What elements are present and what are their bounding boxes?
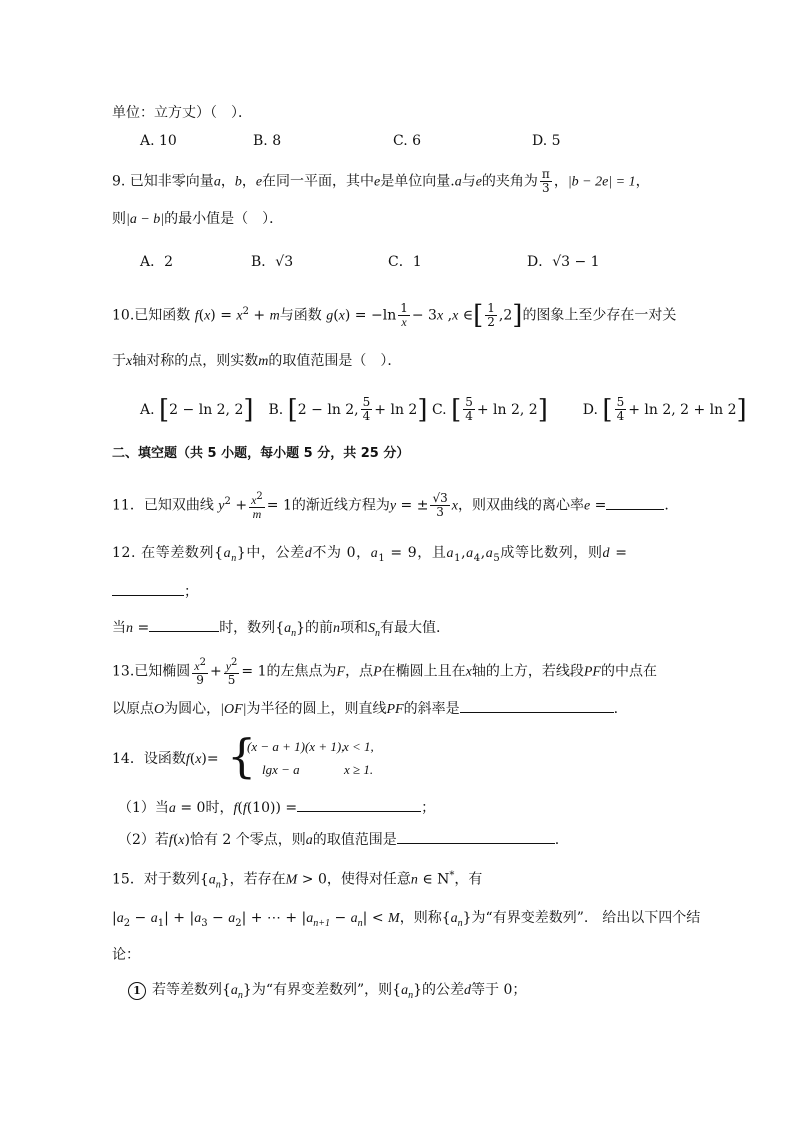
- q13-line1: 13.已知椭圆 $\frac{x^2}{9}$ + $\frac{y^2}{5}$ = 1的左焦点为F，点P在椭圆上且在x轴的上方，若线段PF的中点在: [112, 657, 657, 687]
- q12-answer-blank-d[interactable]: [112, 581, 184, 596]
- q12-line3: 当n = 时，数列$\{a_n\}$的前n项和$S_n$有最大值.: [112, 617, 440, 644]
- q9-angle-fraction: $\frac{\pi}{3}$: [541, 167, 550, 195]
- q10-option-b: B. [2 − ln 2, $\frac{5}{4}$ + ln 2]: [268, 394, 428, 425]
- q13-line2: 以原点O为圆心，|OF|为半径的圆上，则直线PF的斜率是 .: [112, 698, 618, 720]
- q15-line1: 15．对于数列$\{a_n\}$，若存在M > 0，使得对任意n ∈ N*，有: [112, 870, 483, 891]
- q8-option-a: A. 10: [140, 133, 177, 149]
- q8-tail: 单位：立方丈）（ ）．: [112, 105, 252, 121]
- q15-item1: 1 若等差数列$\{a_n\}$为“有界变差数列”，则$\{a_n\}$的公差d等于 0；: [128, 980, 526, 1006]
- q10-options: [140, 396, 747, 423]
- q12-line2: ；: [112, 581, 198, 602]
- q15-line2: $|a_2 - a_1| + |a_3 - a_2|$ + ⋯ + $|a_{n+1} - a_n| < M$，则称$\{a_n\}$为“有界变差数列”. 给出以下四个结: [112, 910, 701, 929]
- q14-line: 14．设函数f(x)=: [112, 751, 219, 767]
- q9-line2: 则|a − b|的最小值是（ ）．: [112, 211, 284, 227]
- q10-option-d: D. [ $\frac{5}{4}$ + ln 2, 2 + ln 2]: [582, 394, 747, 425]
- q15-line3: 论：: [112, 947, 140, 963]
- q10-option-a: A. [2 − ln 2, 2]: [140, 394, 254, 425]
- q10-line1: 10.已知函数 $f(x) = x^2 + m$与函数 g(x) = −ln $\frac{1}{x}$ − 3x ,x ∈[ $\frac{1}{2}$ ,2]的图象上至少存在一对关: [112, 300, 677, 331]
- q9-line1: 9. 已知非零向量a，b，e在同一平面，其中e是单位向量.a与e的夹角为 $\frac{\pi}{3}$ ，|b − 2e| = 1，: [112, 167, 650, 195]
- q14-sub2: （2）若f(x)恰有 2 个零点，则a的取值范围是 .: [118, 829, 559, 851]
- q11-answer-blank[interactable]: [606, 495, 664, 510]
- q11-line: 11．已知双曲线 $y^2$ + $\frac{x^2}{m}$ = 1的渐近线方程为y = ± $\frac{√3}{3}$ x，则双曲线的离心率e = .: [112, 491, 669, 521]
- q14-sub1: （1）当a = 0时，f(f(10)) = ；: [118, 797, 435, 819]
- q8-option-d: D. 5: [532, 133, 561, 149]
- q9-option-c: C．1: [388, 254, 422, 270]
- section2-title: 二、填空题（共 5 小题，每小题 5 分，共 25 分）: [112, 446, 410, 461]
- q8-option-c: C. 6: [393, 133, 422, 149]
- q9-option-a: A．2: [140, 254, 174, 270]
- q14-answer-blank-1[interactable]: [297, 797, 421, 812]
- q10-line2: 于x轴对称的点，则实数m的取值范围是（ ）．: [112, 353, 402, 369]
- q8-option-b: B. 8: [253, 133, 282, 149]
- q14-answer-blank-2[interactable]: [397, 829, 555, 844]
- q13-answer-blank[interactable]: [460, 698, 614, 713]
- q9-option-d: D．√3 − 1: [527, 254, 600, 270]
- q10-option-c: C. [ $\frac{5}{4}$ + ln 2, 2]: [431, 394, 548, 425]
- q12-line1: 12. 在等差数列$\{a_n\}$中，公差d不为 0，$a_1 = 9$，且$a_1,a_4,a_5$成等比数列，则d =: [112, 545, 628, 564]
- item-number-badge: 1: [128, 982, 146, 1000]
- q9-option-b: B．√3: [251, 254, 294, 270]
- q12-answer-blank-n[interactable]: [149, 617, 219, 632]
- q14-case1: (x − a + 1)(x + 1), x < 1,: [247, 739, 374, 754]
- q14-piecewise-brace: {: [227, 729, 257, 783]
- q14-case2: lgx − a x ≥ 1.: [262, 762, 374, 777]
